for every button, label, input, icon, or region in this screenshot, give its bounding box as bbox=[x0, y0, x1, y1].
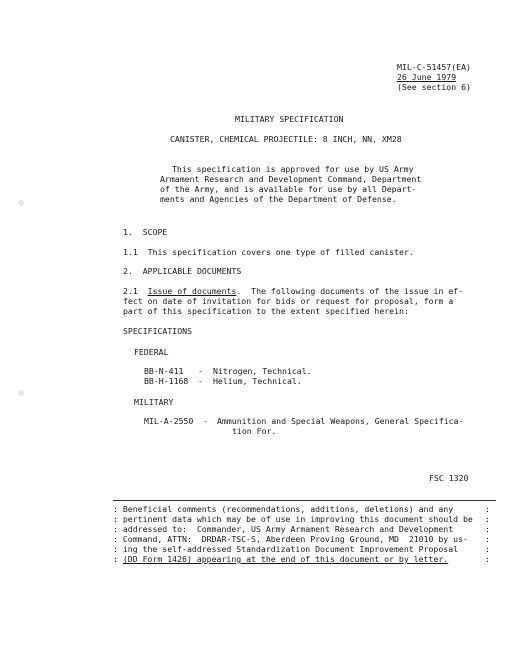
fsc-code: FSC 1320 bbox=[429, 473, 469, 483]
military-desc-1b: tion For. bbox=[232, 426, 277, 436]
federal-desc-2: Helium, Technical. bbox=[213, 376, 302, 386]
federal-code-2: BB-H-1168 bbox=[144, 376, 189, 386]
approval-line-1: This specification is approved for use by US Army bbox=[172, 164, 414, 174]
scope-heading: 1. SCOPE bbox=[123, 227, 168, 237]
issue-title: Issue of documents bbox=[147, 286, 237, 296]
note-line-3: : addressed to: Commander, US Army Armament Research and Development bbox=[113, 524, 454, 534]
note-line-5: : ing the self-addressed Standardization Document Improvement Proposal bbox=[113, 544, 459, 554]
comments-note: : Beneficial comments (recommendations, additions, deletions) and any : : pertinent data which may be of use in improving this document should be : : addressed to: Commander, US Army Armament Research and Development : : Command, ATTN: DRDAR-TSC-S, Aberdeen Proving Ground, MD 21010 by us- : : ing the self-addressed Standardization Document Improvement Proposal : : (DD Form 1426) appearing at the end of this document or by letter. : bbox=[113, 500, 496, 571]
doc-date: 26 June 1979 bbox=[397, 72, 457, 82]
issue-num: 2.1 bbox=[123, 286, 148, 296]
specifications-heading: SPECIFICATIONS bbox=[123, 326, 193, 336]
spec-subject: CANISTER, CHEMICAL PROJECTILE: 8 INCH, NN, XM28 bbox=[170, 134, 402, 144]
punch-hole bbox=[18, 200, 24, 206]
issue-line-3: part of this specification to the extent specified herein: bbox=[123, 306, 409, 316]
military-desc-1: Ammunition and Special Weapons, General Specifica- bbox=[217, 416, 464, 426]
applicable-heading: 2. APPLICABLE DOCUMENTS bbox=[123, 266, 242, 276]
doc-id: MIL-C-51457(EA) bbox=[397, 62, 471, 72]
spec-heading: MILITARY SPECIFICATION bbox=[235, 114, 344, 124]
note-line-1: : Beneficial comments (recommendations, additions, deletions) and any bbox=[113, 504, 454, 514]
federal-dash-1: - bbox=[198, 366, 203, 376]
approval-line-4: ments and Agencies of the Department of Defense. bbox=[160, 194, 397, 204]
scope-text: 1.1 This specification covers one type of filled canister. bbox=[123, 247, 414, 257]
military-code-1: MIL-A-2550 bbox=[144, 416, 194, 426]
military-heading: MILITARY bbox=[134, 397, 174, 407]
see-section: (See section 6) bbox=[397, 82, 471, 92]
note-line-4: : Command, ATTN: DRDAR-TSC-S, Aberdeen Proving Ground, MD 21010 by us- bbox=[113, 534, 468, 544]
punch-hole bbox=[18, 390, 24, 396]
issue-rest: . The following documents of the issue in ef- bbox=[236, 286, 464, 296]
federal-dash-2: - bbox=[198, 376, 203, 386]
federal-desc-1: Nitrogen, Technical. bbox=[213, 366, 312, 376]
note-line-6: : (DD Form 1426) appearing at the end of this document or by letter. bbox=[113, 554, 449, 564]
federal-code-1: BB-N-411 bbox=[144, 366, 184, 376]
note-line-2: : pertinent data which may be of use in improving this document should be bbox=[113, 514, 473, 524]
approval-line-3: of the Army, and is available for use by all Depart- bbox=[160, 184, 417, 194]
military-dash-1: - bbox=[203, 416, 208, 426]
federal-heading: FEDERAL bbox=[134, 347, 169, 357]
issue-line-2: fect on date of invitation for bids or request for proposal, form a bbox=[123, 296, 454, 306]
approval-line-2: Armament Research and Development Command, Department bbox=[160, 174, 422, 184]
